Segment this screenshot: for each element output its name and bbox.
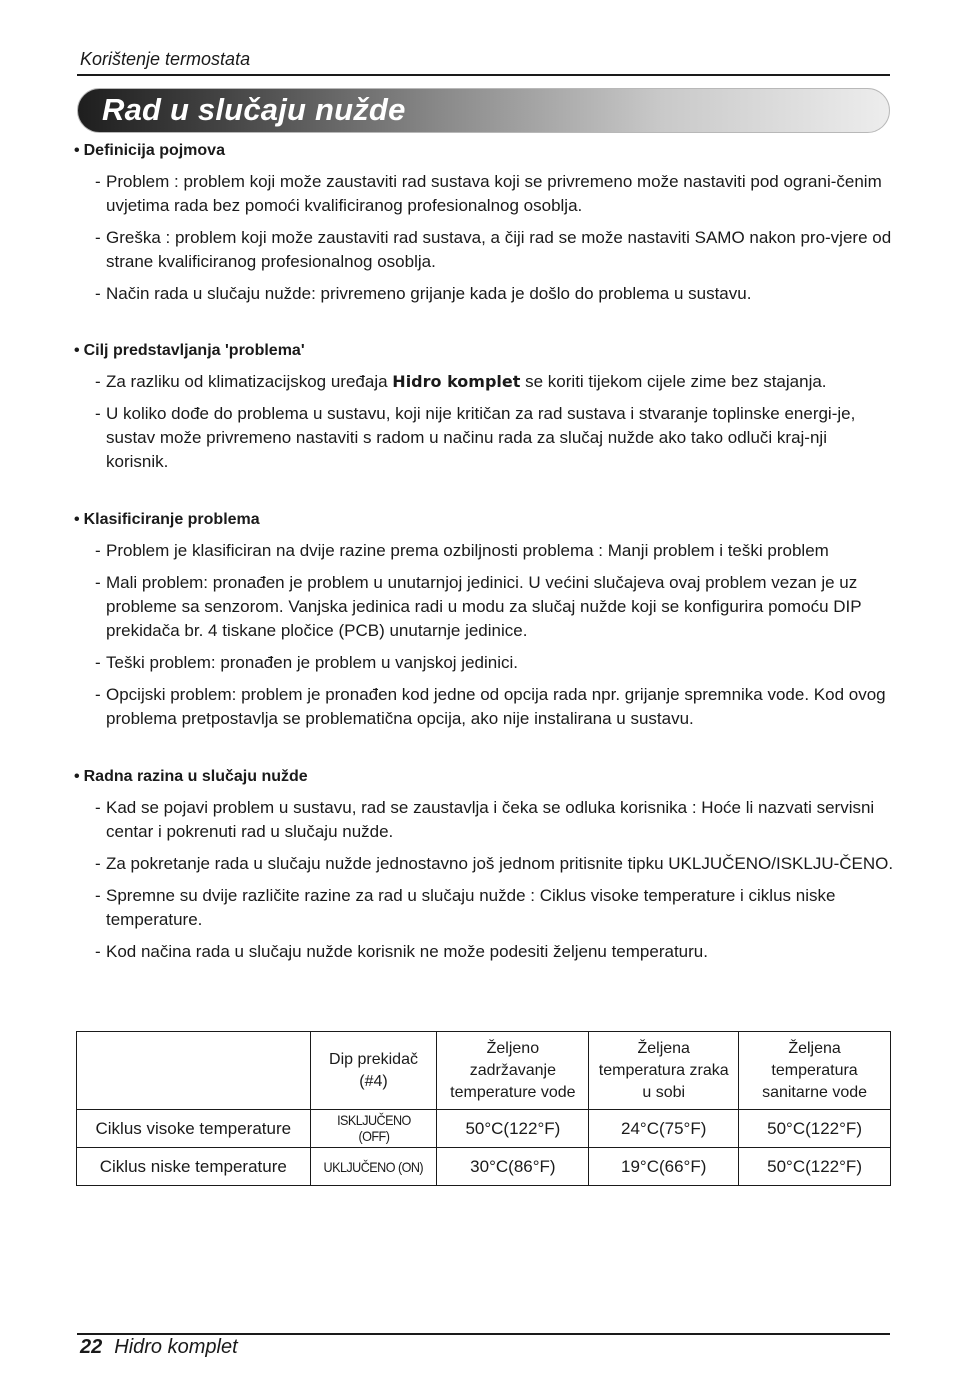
title-bar [77,88,890,133]
list-item: - Mali problem: pronađen je problem u unutarnjoj jedinici. U većini slučajeva ovaj problem vezan je uz probleme sa senzorom. Vanjska jedinica radi u modu za slučaj nužde koji se konfigurira pomoću DIP prekidača br. 4 tiskane pločice (PCB) unutarnje jedinice. [95,573,862,640]
section-definitions [74,140,894,306]
table-cell: ISKLJUČENO (OFF) [310,1110,437,1148]
section-classification [74,509,894,731]
page-footer [80,1336,238,1359]
table-cell: Ciklus visoke temperature [77,1110,311,1148]
table-cell: 30°C(86°F) [437,1148,589,1186]
page-number: 22 [80,1336,103,1358]
section-heading: • Klasificiranje problema [74,511,260,528]
list-item: - Problem : problem koji može zaustaviti rad sustava koji se privremeno može nastaviti pod ograni-čenim uvjetima rada bez pomoći kvalificiranog profesionalnog osoblja. [95,172,882,215]
table-cell: 50°C(122°F) [739,1110,891,1148]
table-cell: UKLJUČENO (ON) [310,1148,437,1186]
table-row [77,1110,891,1148]
table-header-cell: Dip prekidač (#4) [310,1032,437,1110]
table-cell: Ciklus niske temperature [77,1148,311,1186]
list-item: - Spremne su dvije različite razine za rad u slučaju nužde : Ciklus visoke temperature i ciklus niske temperature. [95,886,836,929]
section-heading: • Definicija pojmova [74,142,225,159]
list-item: - Za razliku od klimatizacijskog uređaja Hidro komplet se koriti tijekom cijele zime bez stajanja. [95,372,827,391]
header-rule [77,74,890,76]
list-item: - Kad se pojavi problem u sustavu, rad se zaustavlja i čeka se odluka korisnika : Hoće li nazvati servisni centar i pokrenuti rad u slučaju nužde. [95,798,875,841]
table-cell: 24°C(75°F) [589,1110,739,1148]
footer-product: Hidro komplet [114,1336,238,1358]
list-item: - Teški problem: pronađen je problem u vanjskoj jedinici. [95,653,518,672]
table-header-cell: Željeno zadržavanje temperature vode [437,1032,589,1110]
section-goal [74,340,894,474]
table-cell: 19°C(66°F) [589,1148,739,1186]
list-item: - Za pokretanje rada u slučaju nužde jednostavno još jednom pritisnite tipku UKLJUČENO/ISKLJU-ČENO. [95,854,894,873]
table-header-cell [77,1032,311,1110]
page-title: Rad u slučaju nužde [102,92,406,127]
list-item: - Način rada u slučaju nužde: privremeno grijanje kada je došlo do problema u sustavu. [95,284,752,303]
content [74,140,894,972]
table-header-row [77,1032,891,1110]
section-heading: • Radna razina u slučaju nužde [74,768,308,785]
brand-name: Hidro komplet [392,372,521,391]
list-item: - U koliko dođe do problema u sustavu, koji nije kritičan za rad sustava i stvaranje toplinske energi-je, sustav može privremeno nastaviti s radom u načinu rada za slučaj nužde ako tako odluči kraj-nji korisnik. [95,404,856,471]
table-header-cell: Željena temperatura zraka u sobi [589,1032,739,1110]
emergency-cycle-table [76,1031,891,1186]
table-cell: 50°C(122°F) [437,1110,589,1148]
list-item: - Problem je klasificiran na dvije razine prema ozbiljnosti problema : Manji problem i teški problem [95,541,829,560]
list-item: - Kod načina rada u slučaju nužde korisnik ne može podesiti željenu temperaturu. [95,942,708,961]
footer-rule [77,1333,890,1335]
table-header-cell: Željena temperatura sanitarne vode [739,1032,891,1110]
table-cell: 50°C(122°F) [739,1148,891,1186]
section-emergency-level [74,766,894,964]
table-row [77,1148,891,1186]
running-head: Korištenje termostata [80,49,251,69]
section-heading: • Cilj predstavljanja 'problema' [74,342,305,359]
list-item: - Opcijski problem: problem je pronađen kod jedne od opcija rada npr. grijanje spremnika vode. Kod ovog problema pretpostavlja se problematična opcija, ako nije instalirana u sustavu. [95,685,886,728]
list-item: - Greška : problem koji može zaustaviti rad sustava, a čiji rad se može nastaviti SAMO nakon pro-vjere od strane kvalificiranog profesionalnog osoblja. [95,228,892,271]
